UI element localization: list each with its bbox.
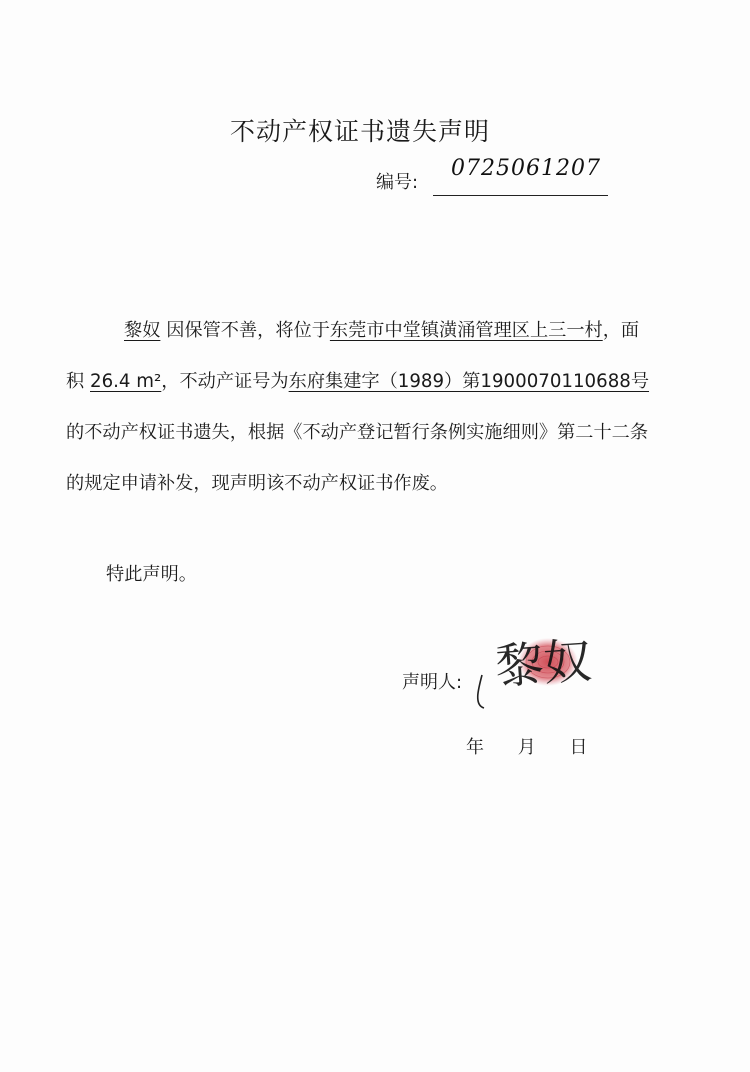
body-text-4: 的不动产权证书遗失，根据《不动产登记暂行条例实施细则》第二十二条的规定申请补发，现声明该不动产权证书作废。 bbox=[66, 422, 649, 494]
declaration-body bbox=[66, 305, 666, 509]
signature-with-fingerprint bbox=[460, 620, 610, 715]
signer-label: 声明人: bbox=[402, 672, 463, 693]
body-text-3: ，不动产证号为 bbox=[161, 371, 289, 392]
owner-name: 黎奴 bbox=[124, 320, 161, 341]
number-label: 编号: bbox=[376, 172, 419, 193]
certificate-number-line bbox=[376, 156, 601, 194]
number-value: 0725061207 bbox=[433, 154, 608, 196]
handwritten-signature: 黎奴 bbox=[493, 633, 594, 696]
body-text-1: 因保管不善，将位于 bbox=[166, 320, 330, 341]
date-line: 年 月 日 bbox=[466, 737, 588, 758]
property-location: 东莞市中堂镇潢涌管理区上三一村 bbox=[329, 320, 603, 341]
body-text-2: ，面积 bbox=[66, 320, 640, 392]
property-area: 26.4 m² bbox=[90, 371, 162, 392]
document-title: 不动产权证书遗失声明 bbox=[229, 117, 490, 146]
closing-statement: 特此声明。 bbox=[106, 564, 197, 585]
certificate-id: 东府集建字（1989）第1900070110688号 bbox=[288, 371, 650, 392]
